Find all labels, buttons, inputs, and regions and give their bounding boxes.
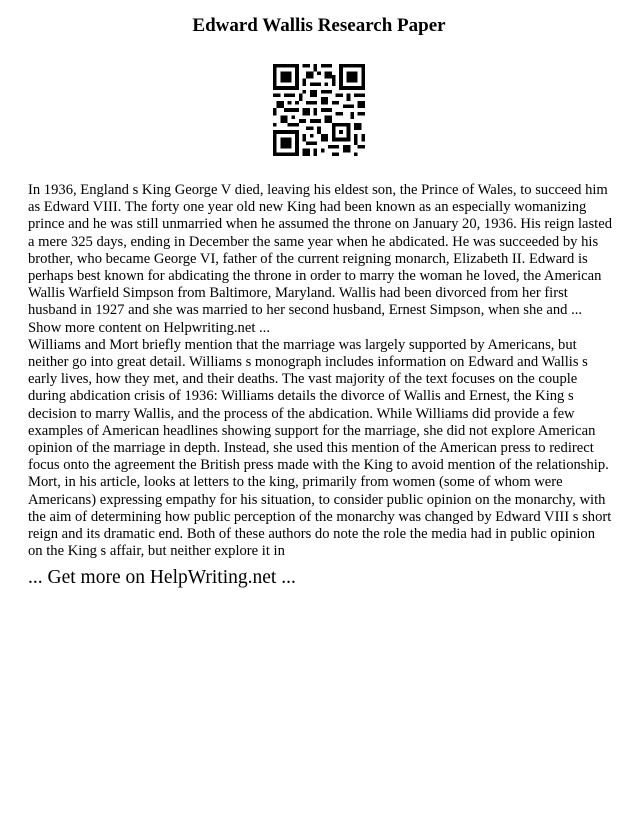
- qr-code-icon: [273, 64, 365, 156]
- get-more-link[interactable]: ... Get more on HelpWriting.net ...: [28, 567, 296, 588]
- page-title: Edward Wallis Research Paper: [192, 15, 446, 36]
- body-text: [28, 182, 612, 560]
- paragraph-2: Williams and Mort briefly mention that the marriage was largely supported by Americans, but neither go into great detail. Williams s monograph includes information on Edward and Wallis s early lives, how they met, and their deaths. The vast majority of the text focuses on the couple during abdication crisis of 1936: Williams details the divorce of Wallis and Ernest, the King s decision to marry Wallis, and the process of the abdication. While Williams did provide a few examples of American headlines showing support for the marriage, she did not explore American opinion of the marriage in depth. Instead, she used this mention of the American press to redirect focus onto the agreement the British press made with the King to avoid mention of the relationship. Mort, in his article, looks at letters to the king, primarily from women (some of whom were Americans) expressing empathy for his situation, to consider public opinion on the monarchy, with the aim of determining how public perception of the monarchy was changed by Edward VIII s short reign and its dramatic end. Both of these authors do note the role the media had in public opinion on the King s affair, but neither explore it in: [28, 336, 612, 560]
- paragraph-1: In 1936, England s King George V died, leaving his eldest son, the Prince of Wales, to succeed him as Edward VIII. The forty one year old new King had been known as an especially womanizing prince and he was still unmarried when he assumed the throne on January 20, 1936. His reign lasted a mere 325 days, ending in December the same year when he abdicated. He was succeeded by his brother, who became George VI, father of the current reigning monarch, Elizabeth II. Edward is perhaps best known for abdicating the throne in order to marry the woman he loved, the American Wallis Warfield Simpson from Baltimore, Maryland. Wallis had been divorced from her first husband in 1927 and she was married to her second husband, Ernest Simpson, when she and ... Show more content on Helpwriting.net ...: [28, 182, 613, 336]
